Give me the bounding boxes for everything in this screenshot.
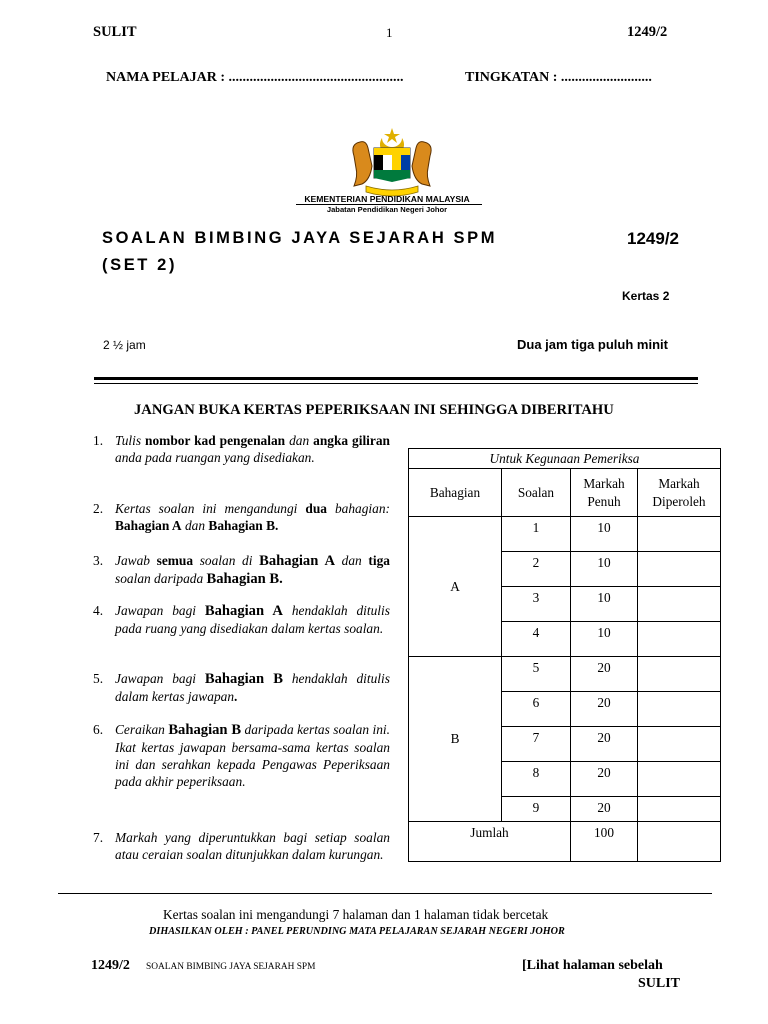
obtained-mark-cell bbox=[638, 657, 721, 692]
form-label: TINGKATAN : .......................... bbox=[465, 70, 652, 85]
header-markah-diperoleh: Markah Diperoleh bbox=[638, 469, 721, 517]
full-mark: 20 bbox=[571, 797, 638, 822]
instruction-6: 6. Ceraikan Bahagian B daripada kertas soalan ini. Ikat kertas jawapan bersama-sama kertas soalan ini dan serahkan kepada Pengawas Peperiksaan pada akhir peperiksaan. bbox=[93, 722, 390, 789]
producer-note: DIHASILKAN OLEH : PANEL PERUNDING MATA PELAJARAN SEJARAH NEGERI JOHOR bbox=[149, 926, 565, 937]
full-mark: 20 bbox=[571, 692, 638, 727]
department-name: Jabatan Pendidikan Negeri Johor bbox=[326, 205, 448, 214]
divider-thick bbox=[94, 377, 698, 380]
warning-text: JANGAN BUKA KERTAS PEPERIKSAAN INI SEHINGGA DIBERITAHU bbox=[134, 402, 614, 418]
full-mark: 10 bbox=[571, 517, 638, 552]
question-number: 6 bbox=[502, 692, 571, 727]
paper-label: Kertas 2 bbox=[622, 289, 670, 303]
header-sulit: SULIT bbox=[93, 24, 137, 40]
exam-set: (SET 2) bbox=[102, 256, 178, 274]
question-number: 3 bbox=[502, 587, 571, 622]
footer-sulit: SULIT bbox=[638, 976, 681, 991]
exam-title: SOALAN BIMBING JAYA SEJARAH SPM bbox=[102, 229, 498, 247]
examiner-table bbox=[408, 448, 721, 862]
header-soalan: Soalan bbox=[502, 469, 571, 517]
total-label: Jumlah bbox=[409, 822, 571, 862]
question-number: 8 bbox=[502, 762, 571, 797]
section-b-cell: B bbox=[409, 657, 502, 822]
next-page-note: [Lihat halaman sebelah bbox=[522, 958, 663, 973]
total-value: 100 bbox=[571, 822, 638, 862]
full-mark: 10 bbox=[571, 552, 638, 587]
question-number: 5 bbox=[502, 657, 571, 692]
instruction-4: 4. Jawapan bagi Bahagian A hendaklah ditulis pada ruang yang disediakan dalam kertas soalan. bbox=[93, 603, 390, 636]
obtained-mark-cell bbox=[638, 762, 721, 797]
footer-subject: SOALAN BIMBING JAYA SEJARAH SPM bbox=[146, 962, 316, 972]
obtained-mark-cell bbox=[638, 797, 721, 822]
table-caption: Untuk Kegunaan Pemeriksa bbox=[409, 449, 721, 469]
page-count-note: Kertas soalan ini mengandungi 7 halaman dan 1 halaman tidak bercetak bbox=[163, 907, 549, 922]
header-bahagian: Bahagian bbox=[409, 469, 502, 517]
obtained-mark-cell bbox=[638, 727, 721, 762]
obtained-mark-cell bbox=[638, 622, 721, 657]
page-number: 1 bbox=[386, 25, 393, 40]
ministry-name: KEMENTERIAN PENDIDIKAN MALAYSIA bbox=[304, 194, 470, 204]
footer-code: 1249/2 bbox=[91, 958, 130, 973]
obtained-mark-cell bbox=[638, 692, 721, 727]
question-number: 2 bbox=[502, 552, 571, 587]
instruction-3: 3. Jawab semua soalan di Bahagian A dan tiga soalan daripada Bahagian B. bbox=[93, 553, 390, 587]
exam-code: 1249/2 bbox=[627, 229, 679, 248]
full-mark: 20 bbox=[571, 727, 638, 762]
instruction-7: 7. Markah yang diperuntukkan bagi setiap soalan atau ceraian soalan ditunjukkan dalam kurungan. bbox=[93, 830, 390, 862]
question-number: 9 bbox=[502, 797, 571, 822]
full-mark: 10 bbox=[571, 622, 638, 657]
question-number: 7 bbox=[502, 727, 571, 762]
student-name-label: NAMA PELAJAR : .................................................. bbox=[106, 70, 404, 85]
instruction-5: 5. Jawapan bagi Bahagian B hendaklah ditulis dalam kertas jawapan. bbox=[93, 671, 390, 704]
header-markah-penuh: Markah Penuh bbox=[571, 469, 638, 517]
duration-short: 2 ½ jam bbox=[103, 338, 146, 352]
obtained-mark-cell bbox=[638, 587, 721, 622]
obtained-mark-cell bbox=[638, 517, 721, 552]
obtained-mark-cell bbox=[638, 552, 721, 587]
question-number: 1 bbox=[502, 517, 571, 552]
total-obtained-cell bbox=[638, 822, 721, 862]
full-mark: 20 bbox=[571, 657, 638, 692]
coat-of-arms-logo bbox=[344, 126, 440, 198]
section-a-cell: A bbox=[409, 517, 502, 657]
divider-thin bbox=[94, 383, 698, 384]
header-code: 1249/2 bbox=[627, 24, 668, 40]
question-number: 4 bbox=[502, 622, 571, 657]
footer-divider bbox=[58, 893, 712, 894]
instruction-2: 2. Kertas soalan ini mengandungi dua bahagian: Bahagian A dan Bahagian B. bbox=[93, 501, 390, 533]
full-mark: 20 bbox=[571, 762, 638, 797]
full-mark: 10 bbox=[571, 587, 638, 622]
instruction-1: 1. Tulis nombor kad pengenalan dan angka giliran anda pada ruangan yang disediakan. bbox=[93, 433, 390, 465]
duration-long: Dua jam tiga puluh minit bbox=[517, 337, 668, 352]
